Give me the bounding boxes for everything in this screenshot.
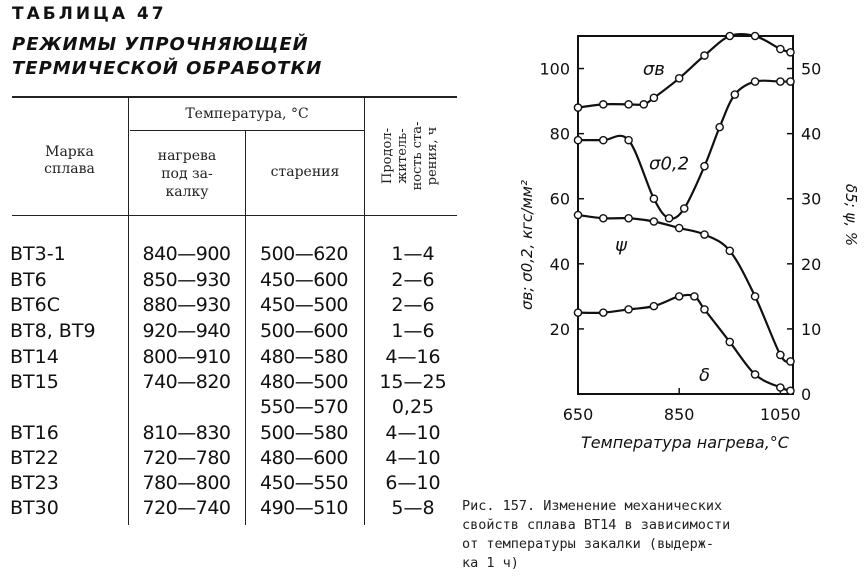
data-point: [787, 387, 794, 394]
quench-temp-cell: 920—940: [142, 320, 231, 342]
x-tick-label: 850: [663, 405, 695, 424]
y-right-tick-label: 40: [801, 124, 822, 144]
data-point: [726, 247, 733, 254]
y-right-tick-label: 50: [801, 59, 822, 79]
series-label: δ: [698, 364, 710, 386]
y-left-tick-label: 40: [549, 254, 570, 274]
temperature-group-rule: [130, 130, 364, 131]
alloy-cell: ВТ23: [10, 472, 59, 494]
data-point: [650, 303, 657, 310]
y-left-tick-label: 60: [549, 189, 570, 209]
data-point: [751, 78, 758, 85]
quench-temp-cell: 850—930: [142, 269, 231, 291]
data-point: [787, 358, 794, 365]
data-point: [625, 306, 632, 313]
table-top-rule: [12, 96, 457, 98]
quench-temp-cell: 740—820: [142, 371, 231, 393]
plot-frame: [578, 36, 793, 394]
alloy-header-line2: сплава: [44, 161, 95, 177]
aging-header: старения: [270, 164, 340, 180]
x-axis-label: Температура нагрева,°С: [581, 433, 789, 452]
quench-temp-cell: 880—930: [142, 294, 231, 316]
caption-line1: Рис. 157. Изменение механических: [462, 498, 723, 514]
y-axis-right-label: δ5; ψ, %: [842, 183, 860, 247]
data-point: [625, 215, 632, 222]
alloy-cell: ВТ15: [10, 371, 59, 393]
data-point: [600, 101, 607, 108]
data-point: [777, 351, 784, 358]
data-point: [777, 384, 784, 391]
y-axis-left-label: σв; σ0,2, кгс/мм²: [518, 180, 536, 310]
aging-temp-cell: 450—550: [259, 472, 349, 494]
data-point: [574, 211, 581, 218]
data-point: [600, 215, 607, 222]
quench-header-line3: калку: [165, 184, 209, 200]
aging-temp-cell: 500—580: [259, 422, 349, 444]
alloy-cell: ВТ6: [10, 269, 47, 291]
aging-temp-cell: 480—580: [259, 346, 349, 368]
data-point: [731, 91, 738, 98]
duration-cell: 4—10: [385, 447, 441, 469]
data-point: [625, 137, 632, 144]
data-point: [640, 101, 647, 108]
duration-cell: 2—6: [391, 294, 435, 316]
quench-header-line2: под за-: [161, 166, 213, 182]
data-point: [600, 137, 607, 144]
data-point: [625, 101, 632, 108]
table-title-line2: ТЕРМИЧЕСКОЙ ОБРАБОТКИ: [12, 58, 323, 79]
aging-temp-cell: 490—510: [259, 497, 349, 519]
data-point: [751, 371, 758, 378]
duration-cell: 0,25: [391, 396, 435, 418]
data-point: [777, 78, 784, 85]
data-point: [574, 309, 581, 316]
data-point: [701, 306, 708, 313]
alloy-cell: ВТ14: [10, 346, 59, 368]
data-point: [676, 224, 683, 231]
aging-temp-cell: 500—600: [259, 320, 349, 342]
data-point: [665, 215, 672, 222]
quench-temp-cell: 810—830: [142, 422, 231, 444]
duration-cell: 6—10: [385, 472, 441, 494]
aging-temp-cell: 500—620: [259, 243, 349, 265]
quench-temp-cell: 780—800: [142, 472, 231, 494]
alloy-cell: ВТ16: [10, 422, 59, 444]
caption-line3: от температуры закалки (выдерж-: [462, 536, 714, 552]
quench-temp-cell: 720—740: [142, 497, 231, 519]
y-right-tick-label: 0: [801, 385, 812, 404]
data-point: [726, 338, 733, 345]
data-point: [777, 45, 784, 52]
duration-header-line3: ность ста-: [410, 121, 425, 191]
series-label: σ0,2: [649, 153, 690, 175]
data-point: [751, 32, 758, 39]
data-point: [574, 104, 581, 111]
series-label: ψ: [615, 234, 627, 256]
duration-header-line1: Продол-: [380, 128, 395, 184]
series-line: [578, 81, 790, 219]
y-right-tick-label: 30: [801, 189, 822, 209]
alloy-cell: ВТ22: [10, 447, 59, 469]
column-divider-1: [128, 97, 129, 525]
y-left-tick-label: 80: [549, 124, 570, 144]
x-tick-label: 1050: [759, 405, 801, 424]
aging-temp-cell: 450—500: [259, 294, 349, 316]
duration-header-line4: рения, ч: [425, 126, 440, 186]
series-line: [578, 295, 790, 391]
table-title-line1: РЕЖИМЫ УПРОЧНЯЮЩЕЙ: [12, 34, 309, 55]
data-point: [650, 218, 657, 225]
column-divider-3: [364, 97, 365, 525]
series-line: [578, 215, 790, 362]
data-point: [701, 231, 708, 238]
y-left-tick-label: 20: [549, 319, 570, 339]
series-label: σв: [642, 59, 665, 81]
table-number: ТАБЛИЦА 47: [12, 4, 167, 24]
header-bottom-rule: [12, 215, 457, 216]
series-line: [578, 34, 790, 108]
duration-cell: 4—16: [385, 346, 441, 368]
caption-line2: свойств сплава ВТ14 в зависимости: [462, 517, 731, 533]
duration-cell: 2—6: [391, 269, 435, 291]
alloy-cell: ВТ6С: [10, 294, 60, 316]
data-point: [787, 49, 794, 56]
caption-line4: ка 1 ч): [462, 555, 519, 571]
temperature-header: Температура, °С: [185, 106, 309, 122]
alloy-cell: ВТ30: [10, 497, 59, 519]
data-point: [701, 163, 708, 170]
aging-temp-cell: 480—500: [259, 371, 349, 393]
duration-cell: 1—6: [391, 320, 435, 342]
quench-header-line1: нагрева: [157, 148, 217, 164]
data-point: [676, 75, 683, 82]
data-point: [691, 293, 698, 300]
data-point: [650, 94, 657, 101]
column-divider-2: [245, 131, 246, 525]
data-point: [701, 52, 708, 59]
data-point: [676, 293, 683, 300]
data-point: [600, 309, 607, 316]
quench-temp-cell: 720—780: [142, 447, 231, 469]
data-point: [787, 78, 794, 85]
quench-temp-cell: 840—900: [142, 243, 231, 265]
data-point: [574, 137, 581, 144]
data-point: [751, 293, 758, 300]
aging-temp-cell: 550—570: [259, 396, 349, 418]
quench-temp-cell: 800—910: [142, 346, 231, 368]
x-tick-label: 650: [562, 405, 594, 424]
aging-temp-cell: 480—600: [259, 447, 349, 469]
data-point: [716, 124, 723, 131]
duration-cell: 4—10: [385, 422, 441, 444]
data-point: [650, 195, 657, 202]
duration-cell: 15—25: [379, 371, 447, 393]
alloy-header-line1: Марка: [45, 144, 94, 160]
data-point: [726, 32, 733, 39]
duration-cell: 1—4: [391, 243, 435, 265]
alloy-cell: ВТ3-1: [10, 243, 66, 265]
aging-temp-cell: 450—600: [259, 269, 349, 291]
y-right-tick-label: 20: [801, 254, 822, 274]
data-point: [681, 205, 688, 212]
duration-cell: 5—8: [391, 497, 435, 519]
y-left-tick-label: 100: [539, 59, 570, 79]
y-right-tick-label: 10: [801, 319, 822, 339]
alloy-cell: ВТ8, ВТ9: [10, 320, 96, 342]
duration-header-line2: житель-: [395, 128, 410, 184]
